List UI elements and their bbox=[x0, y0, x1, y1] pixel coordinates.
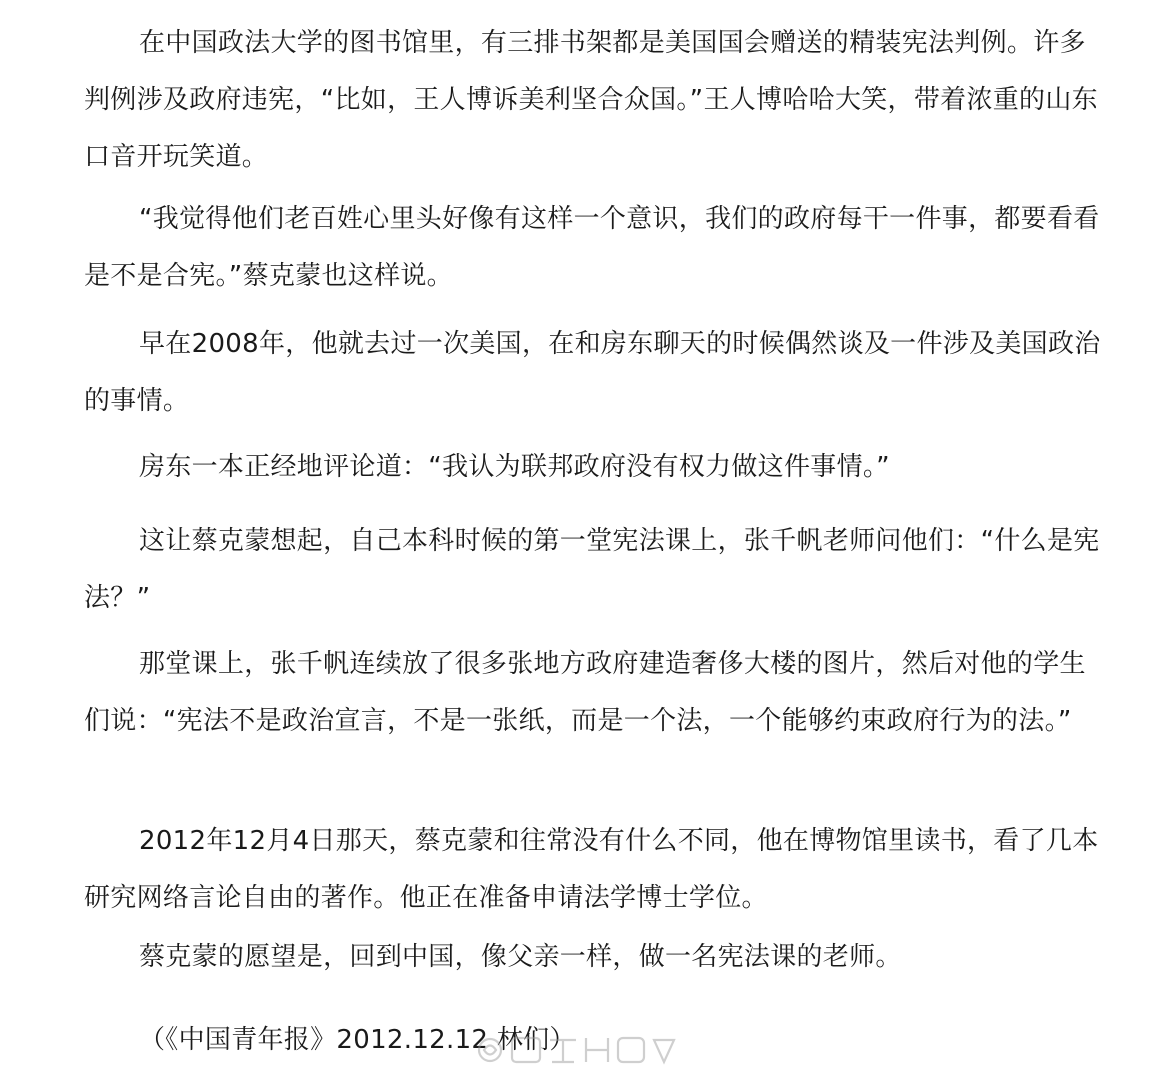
paragraph-landlord-comment: 房东一本正经地评论道：“我认为联邦政府没有权力做这件事情。” bbox=[139, 452, 890, 482]
paragraph-dec-4: 2012年12月4日那天，蔡克蒙和往常没有什么不同，他在博物馆里读书，看了几本研究网络言论自由的著作。他正在准备申请法学博士学位。 bbox=[84, 826, 1099, 913]
paragraph-2008-visit: 早在2008年，他就去过一次美国，在和房东聊天的时候偶然谈及一件涉及美国政治的事情。 bbox=[84, 329, 1101, 416]
paragraph-library-cases: 在中国政法大学的图书馆里，有三排书架都是美国国会赠送的精装宪法判例。许多判例涉及政府违宪，“比如，王人博诉美利坚合众国。”王人博哈哈大笑，带着浓重的山东口音开玩笑道。 bbox=[84, 28, 1098, 172]
paragraph-first-class: 这让蔡克蒙想起，自己本科时候的第一堂宪法课上，张千帆老师问他们：“什么是宪法？” bbox=[84, 526, 1100, 613]
paragraph-wish: 蔡克蒙的愿望是，回到中国，像父亲一样，做一名宪法课的老师。 bbox=[139, 942, 902, 972]
watermark-logo bbox=[472, 1026, 702, 1072]
source-citation: （《中国青年报》2012.12.12 林们） bbox=[139, 1025, 576, 1055]
paragraph-lecture-quote: 那堂课上，张千帆连续放了很多张地方政府建造奢侈大楼的图片，然后对他的学生们说：“宪法不是政治宣言，不是一张纸，而是一个法，一个能够约束政府行为的法。” bbox=[84, 649, 1086, 736]
paragraph-citizen-awareness: “我觉得他们老百姓心里头好像有这样一个意识，我们的政府每干一件事，都要看看是不是合宪。”蔡克蒙也这样说。 bbox=[84, 204, 1100, 291]
